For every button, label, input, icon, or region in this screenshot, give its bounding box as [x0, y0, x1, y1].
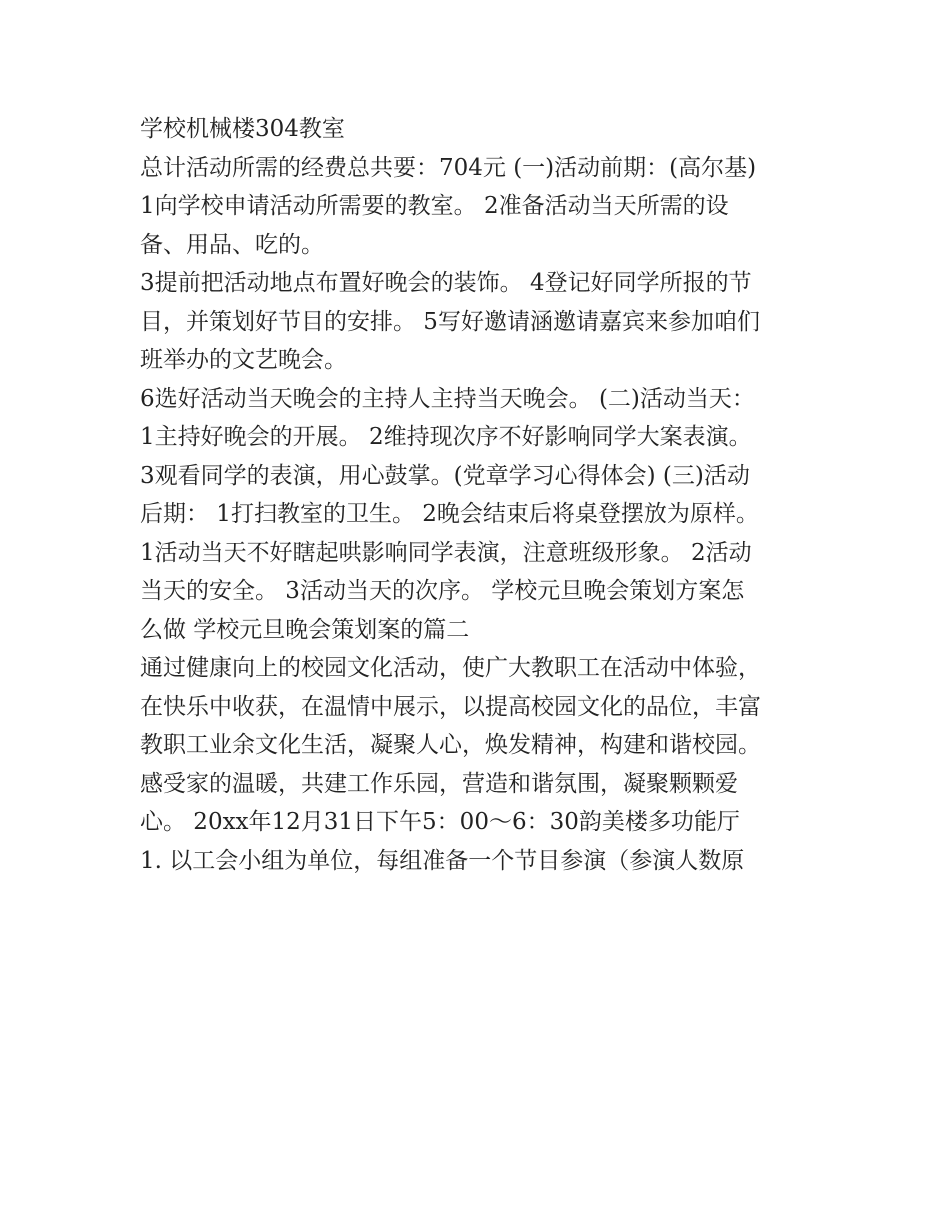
text-line: 学校机械楼304教室 — [140, 116, 345, 142]
text-line: 么做 学校元旦晚会策划案的篇二 — [140, 616, 470, 643]
text-line: 1主持好晚会的开展。 2维持现次序不好影响同学大案表演。 — [140, 424, 752, 450]
text-line: 班举办的文艺晚会。 — [140, 347, 347, 373]
text-line: 总计活动所需的经费总共要：704元 (一)活动前期：(高尔基) — [140, 154, 757, 181]
text-line: 目，并策划好节目的安排。 5写好邀请涵邀请嘉宾来参加咱们 — [140, 308, 760, 335]
text-line: 当天的安全。 3活动当天的次序。 学校元旦晚会策划方案怎 — [140, 578, 745, 604]
text-line: 1. 以工会小组为单位，每组准备一个节目参演（参演人数原 — [140, 847, 745, 874]
text-line: 在快乐中收获，在温情中展示，以提高校园文化的品位，丰富 — [140, 693, 761, 720]
document-body — [140, 110, 830, 880]
text-line: 心。 20xx年12月31日下午5：00～6：30韵美楼多功能厅 — [140, 809, 740, 835]
text-line: 教职工业余文化生活，凝聚人心，焕发精神，构建和谐校园。 — [140, 732, 761, 758]
text-line: 1向学校申请活动所需要的教室。 2准备活动当天所需的设 — [140, 193, 729, 219]
text-line: 通过健康向上的校园文化活动，使广大教职工在活动中体验， — [140, 655, 761, 681]
text-line: 6选好活动当天晚会的主持人主持当天晚会。 (二)活动当天： — [140, 385, 755, 412]
text-line: 感受家的温暖，共建工作乐园，营造和谐氛围，凝聚颗颗爱 — [140, 770, 738, 797]
text-line: 3观看同学的表演，用心鼓掌。(党章学习心得体会) (三)活动 — [140, 462, 750, 489]
text-line: 1活动当天不好瞎起哄影响同学表演，注意班级形象。 2活动 — [140, 539, 752, 566]
text-line: 后期： 1打扫教室的卫生。 2晚会结束后将桌登摆放为原样。 — [140, 501, 759, 527]
text-line: 3提前把活动地点布置好晚会的装饰。 4登记好同学所报的节 — [140, 270, 752, 296]
text-line: 备、用品、吃的。 — [140, 231, 324, 258]
